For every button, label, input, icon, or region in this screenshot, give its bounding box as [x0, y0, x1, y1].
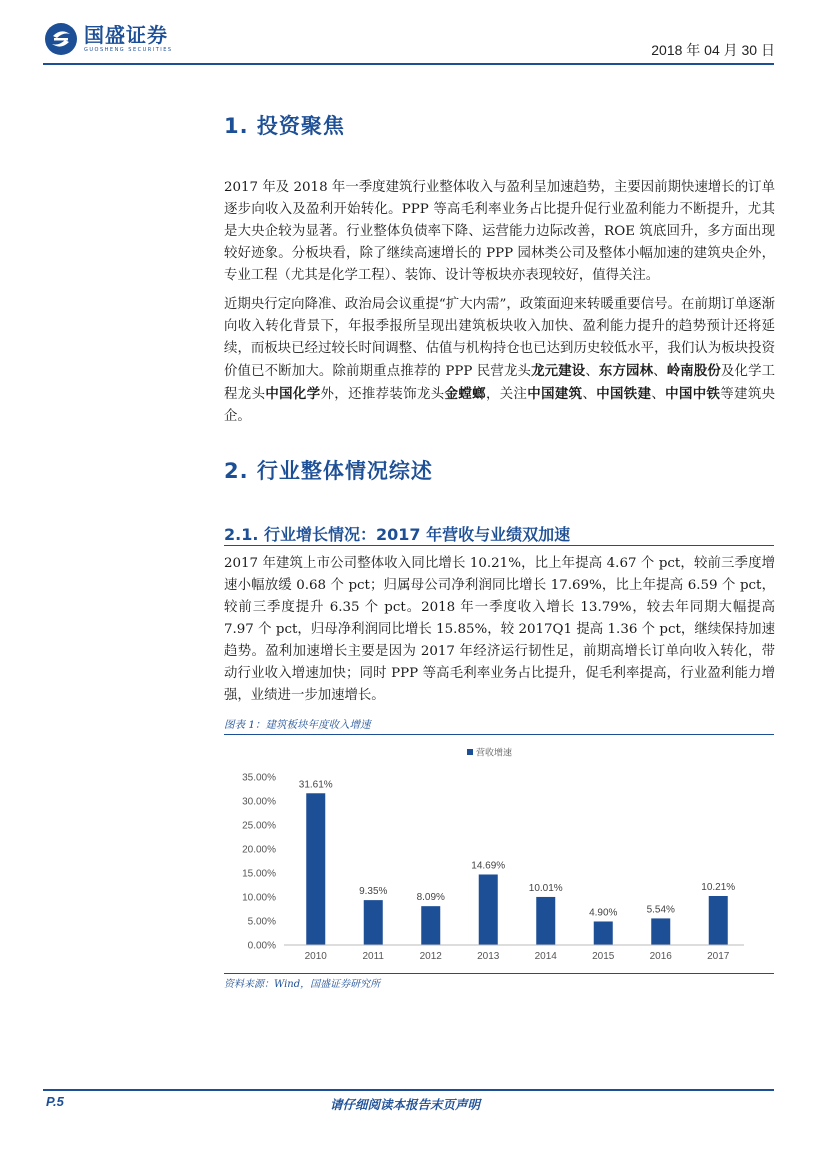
bar-2011	[364, 900, 383, 945]
footer-disclaimer: 请仔细阅读本报告末页声明	[330, 1097, 481, 1112]
para2-text: 近期央行定向降准、政治局会议重提“扩大内需”，政策面迎来转暖重要信号。在前期订单逐渐向收入转化背景下，年报季报所呈现出建筑板块收入加快、盈利能力提升的趋势预计还将延续，而板块已经过较长时间调整、估值与机构持仓也已达到历史较低水平，我们认为板块投资价值已不断加大。除前期重点推荐的 PPP 民营龙头	[224, 297, 775, 379]
y-tick-label: 20.00%	[242, 844, 276, 856]
x-tick-label: 2011	[362, 951, 385, 962]
section-1-title: 1. 投资聚焦	[224, 114, 345, 138]
para2-text: 外，还推荐装饰龙头	[320, 387, 445, 402]
logo-subtitle: GUOSHENG SECURITIES	[84, 47, 173, 53]
separator: 、	[653, 364, 667, 379]
stock-zhongguojianzhu: 中国建筑	[527, 386, 583, 402]
y-tick-label: 35.00%	[242, 772, 276, 784]
separator: 、	[585, 364, 599, 379]
stock-zhongguotiejian: 中国铁建	[596, 386, 652, 402]
x-axis	[305, 951, 730, 962]
para2-text: ，关注	[485, 387, 528, 402]
header-divider	[43, 63, 774, 65]
bar-2010	[306, 793, 325, 945]
bar-2012	[421, 906, 440, 945]
para2-text: 及化学工程龙头	[224, 364, 776, 402]
stock-lingnan: 岭南股份	[666, 363, 721, 379]
y-tick-label: 15.00%	[242, 868, 276, 880]
separator: 、	[582, 387, 597, 402]
subsection-2-1-title: 2.1. 行业增长情况：2017 年营收与业绩双加速	[224, 525, 571, 544]
data-label-2010: 31.61%	[298, 779, 333, 791]
page-header	[0, 0, 827, 70]
y-axis	[242, 773, 276, 952]
figure-top-divider	[224, 734, 774, 735]
section-2-1-paragraph: 2017 年建筑上市公司整体收入同比增长 10.21%，比上年提高 4.67 个 pct，较前三季度增速小幅放缓 0.68 个 pct；归属母公司净利润同比增长 17.69%，比上年提高 6.59 个 pct，较前三季度提升 6.35 个 pct。2018 年一季度收入增长 13.79%，较去年同期大幅提高 7.97 个 pct，归母净利润同比增长 15.85%，较 2017Q1 提高 1.36 个 pct，继续保持加速趋势。盈利加速增长主要是因为 2017 年经济运行韧性足，前期高增长订单向收入转化，带动行业收入增速加快；同时 PPP 等高毛利率业务占比提升，促毛利率提高，行业盈利能力增强，业绩进一步加速增长。	[224, 556, 775, 703]
stock-dongfang: 东方园林	[598, 363, 654, 379]
section-1-paragraph-1: 2017 年及 2018 年一季度建筑行业整体收入与盈利呈加速趋势，主要因前期快速增长的订单逐步向收入及盈利开始转化。PPP 等高毛利率业务占比提升促行业盈利能力不断提升，尤其是大央企较为显著。行业整体负债率下降、运营能力边际改善，ROE 筑底回升，多方面出现较好迹象。分板块看，除了继续高速增长的 PPP 园林类公司及整体小幅加速的建筑央企外，专业工程（尤其是化学工程）、装饰、设计等板块亦表现较好，值得关注。	[224, 180, 775, 283]
subsection-divider	[224, 545, 774, 546]
data-label-2012: 8.09%	[416, 892, 445, 904]
bar-2013	[479, 874, 498, 945]
page-number: P.5	[46, 1094, 64, 1109]
figure-bottom-divider	[224, 973, 774, 974]
y-tick-label: 10.00%	[242, 892, 276, 904]
bar-2015	[594, 921, 613, 945]
data-label-2014: 10.01%	[528, 882, 563, 894]
y-tick-label: 5.00%	[247, 916, 276, 928]
para2-text: 等建筑央企。	[224, 387, 776, 424]
y-tick-label: 25.00%	[242, 820, 276, 832]
revenue-growth-bar-chart	[224, 736, 774, 972]
data-label-2013: 14.69%	[471, 860, 506, 872]
x-tick-label: 2016	[649, 951, 672, 962]
x-tick-label: 2014	[534, 951, 557, 962]
data-label-2011: 9.35%	[359, 886, 388, 898]
section-1-paragraph-2	[224, 294, 775, 428]
x-tick-label: 2010	[304, 951, 327, 962]
legend-label: 营收增速	[476, 748, 513, 759]
chart-legend	[467, 747, 512, 759]
section-2-title: 2. 行业整体情况综述	[224, 459, 433, 483]
x-tick-label: 2015	[592, 951, 615, 962]
stock-jintanglang: 金螳螂	[444, 386, 486, 402]
logo-name: 国盛证券	[84, 23, 168, 47]
stock-zhongguozhongtie: 中国中铁	[665, 386, 721, 402]
report-date: 2018 年 04 月 30 日	[651, 42, 775, 58]
bar-2014	[536, 897, 555, 945]
x-tick-label: 2013	[477, 951, 500, 962]
company-logo	[44, 22, 173, 56]
y-tick-label: 30.00%	[242, 796, 276, 808]
bar-series	[299, 779, 736, 945]
legend-swatch	[467, 749, 473, 755]
x-tick-label: 2012	[419, 951, 442, 962]
figure-title: 图表 1：建筑板块年度收入增速	[224, 719, 371, 731]
figure-source: 资料来源：Wind，国盛证券研究所	[224, 979, 381, 990]
data-label-2017: 10.21%	[701, 881, 736, 893]
x-tick-label: 2017	[707, 951, 730, 962]
separator: 、	[651, 387, 666, 402]
y-tick-label: 0.00%	[247, 940, 276, 952]
stock-zhongguohuaxue: 中国化学	[265, 386, 321, 402]
bar-2016	[651, 918, 670, 945]
logo-icon	[44, 22, 78, 56]
footer-divider	[43, 1089, 774, 1091]
data-label-2015: 4.90%	[589, 907, 618, 919]
stock-longyuan: 龙元建设	[531, 363, 586, 379]
data-label-2016: 5.54%	[646, 904, 675, 916]
bar-2017	[709, 896, 728, 945]
